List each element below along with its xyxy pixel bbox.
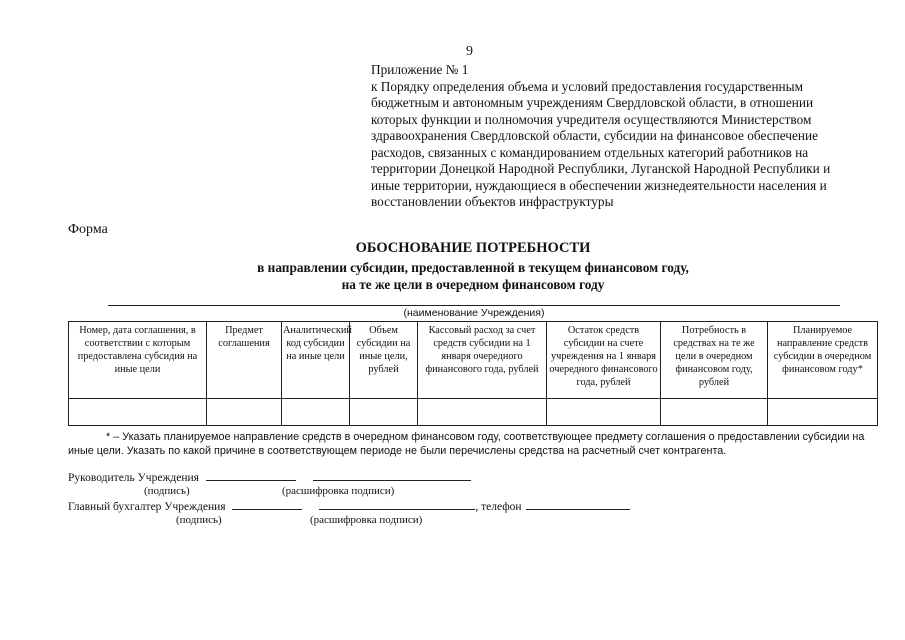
appendix-line: восстановлении объектов инфраструктуры (371, 194, 614, 209)
table-cell[interactable] (768, 399, 878, 426)
accountant-signature-row (68, 499, 630, 513)
institution-name-caption: (наименование Учреждения) (403, 307, 545, 319)
accountant-label: Главный бухгалтер Учреждения (68, 501, 226, 513)
appendix-line: к Порядку определения объема и условий предоставления государственным (371, 78, 804, 94)
header-cash-expense: Кассовый расход за счет средств субсидии на 1 января очередного финансового года, рублей (418, 322, 547, 399)
head-label: Руководитель Учреждения (68, 472, 199, 484)
header-subsidy-volume: Объем субсидии на иные цели, рублей (350, 322, 418, 399)
table-cell[interactable] (207, 399, 282, 426)
accountant-decode-line[interactable] (319, 499, 475, 510)
appendix-line: расходов, связанных с командированием отдельных категорий работников на (371, 144, 809, 160)
document-subtitle-line1: в направлении субсидии, предоставленной в текущем финансовом году, (257, 260, 689, 275)
footnote (68, 430, 880, 458)
table-cell[interactable] (547, 399, 661, 426)
head-decode-line[interactable] (313, 470, 471, 481)
document-title: ОБОСНОВАНИЕ ПОТРЕБНОСТИ (355, 240, 591, 256)
accountant-signature-line[interactable] (232, 499, 302, 510)
appendix-line: которых функции и полномочия учредителя осуществляются Министерством (371, 111, 812, 127)
phone-line[interactable] (526, 499, 630, 510)
page-number: 9 (466, 44, 473, 59)
appendix-line: бюджетным и автономным учреждениям Свердловской области, в отношении (371, 95, 814, 110)
footnote-text: Указать планируемое направление средств в очередном финансовом году, соответствующее предмету соглашения о предоставлении субсидии на иные цели. Указать по какой причине в соответствующем периоде не были перечислены средства на расчетный счет контрагента. (68, 431, 865, 457)
table-cell[interactable] (69, 399, 207, 426)
header-planned-direction: Планируемое направление средств субсидии в очередном финансовом году* (768, 322, 878, 399)
table-cell[interactable] (350, 399, 418, 426)
institution-name-line (108, 305, 840, 306)
justification-table (68, 321, 878, 426)
appendix-line: здравоохранения Свердловской области, субсидии на финансовое обеспечение (371, 128, 819, 143)
form-label: Форма (68, 222, 108, 237)
header-agreement-subject: Предмет соглашения (207, 322, 282, 399)
accountant-sign-caption: (подпись) (176, 514, 222, 526)
table-cell[interactable] (282, 399, 350, 426)
header-remaining-funds: Остаток средств субсидии на счете учреждения на 1 января очередного финансового года, рублей (547, 322, 661, 399)
head-signature-line[interactable] (206, 470, 296, 481)
header-analytic-code: Аналитический код субсидии на иные цели (282, 322, 350, 399)
document-subtitle-line2: на те же цели в очередном финансовом году (341, 277, 605, 292)
table-cell[interactable] (418, 399, 547, 426)
head-decode-caption: (расшифровка подписи) (282, 485, 395, 497)
table-header-row (69, 322, 878, 399)
head-sign-caption: (подпись) (144, 485, 190, 497)
accountant-decode-caption: (расшифровка подписи) (310, 514, 423, 526)
head-signature-row (68, 470, 471, 484)
phone-label: , телефон (475, 501, 522, 513)
appendix-line: территории Донецкой Народной Республики, Луганской Народной Республики и (371, 161, 831, 176)
table-row (69, 399, 878, 426)
header-funding-need: Потребность в средствах на те же цели в очередном финансовом году, рублей (661, 322, 768, 399)
appendix-line: иные территории, нуждающиеся в обеспечении жизнедеятельности населения и (371, 177, 827, 193)
footnote-marker: * – (106, 431, 120, 443)
header-agreement-number: Номер, дата соглашения, в соответствии с которым предоставлена субсидия на иные цели (69, 322, 207, 399)
appendix-line: Приложение № 1 (371, 62, 469, 77)
table-cell[interactable] (661, 399, 768, 426)
appendix-block (371, 62, 871, 211)
